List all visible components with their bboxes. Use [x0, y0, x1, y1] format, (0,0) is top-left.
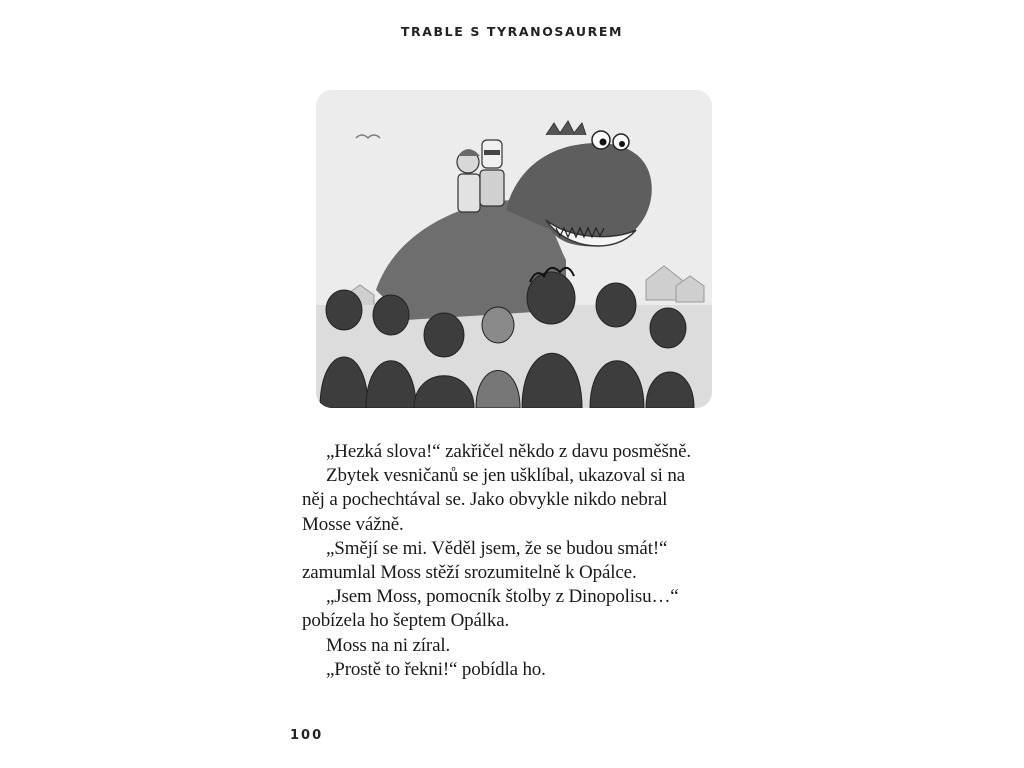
paragraph	[302, 464, 712, 537]
text-line: něj a pochechtával se. Jako obvykle nikdo nebral	[302, 489, 668, 511]
paragraph	[302, 585, 712, 633]
text-line: pobízela ho šeptem Opálka.	[302, 610, 510, 632]
book-illustration	[316, 90, 712, 408]
text-line: „Jsem Moss, pomocník štolby z Dinopolisu…“	[326, 586, 679, 608]
paragraph	[302, 634, 712, 658]
paragraph	[302, 537, 712, 585]
running-head: TRABLE S TYRANOSAUREM	[400, 24, 624, 39]
text-line: „Hezká slova!“ zakřičel někdo z davu posměšně.	[326, 441, 692, 462]
paragraph	[302, 440, 712, 464]
body-text	[302, 440, 712, 682]
paragraph	[302, 658, 712, 682]
text-line: Zbytek vesničanů se jen ušklíbal, ukazoval si na	[326, 465, 685, 487]
text-line: „Prostě to řekni!“ pobídla ho.	[326, 658, 546, 680]
text-line: zamumlal Moss stěží srozumitelně k Opálce.	[302, 562, 637, 584]
text-line: Mosse vážně.	[302, 513, 404, 535]
page-number: 100	[290, 728, 324, 743]
text-line: „Smějí se mi. Věděl jsem, že se budou smát!“	[326, 537, 668, 559]
text-line: Moss na ni zíral.	[326, 634, 451, 656]
